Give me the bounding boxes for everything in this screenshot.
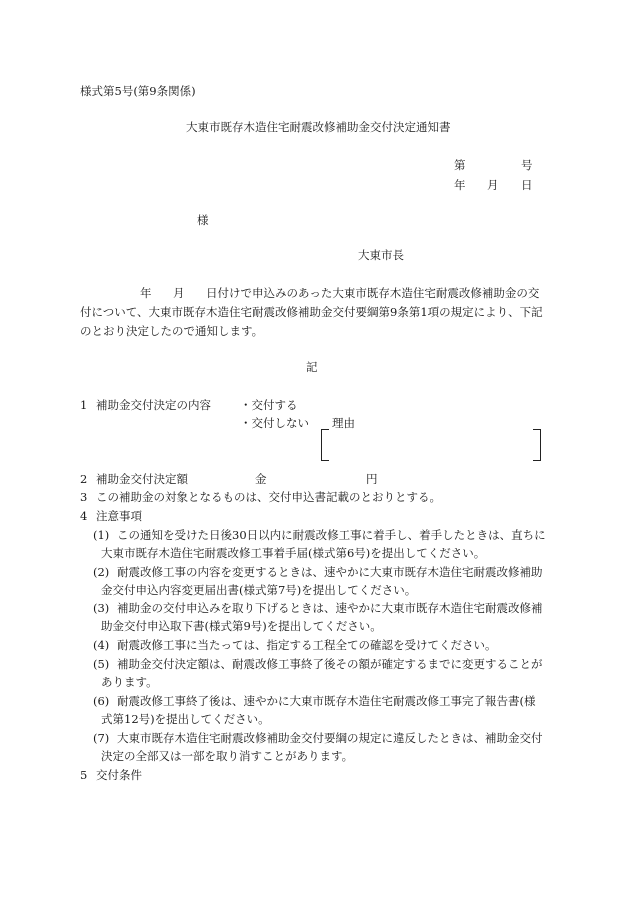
- item1-option-grant: ・交付する: [240, 398, 298, 412]
- form-number: 様式第5号(第9条関係): [80, 84, 196, 98]
- issuer: 大東市長: [358, 248, 404, 262]
- note-line: 助金交付申込取下書(様式第9号)を提出してください。: [101, 619, 382, 633]
- note-number: (5): [93, 657, 110, 671]
- item5-number: 5: [80, 768, 88, 782]
- doc-number-dai: 第: [454, 158, 466, 172]
- document-title: 大東市既存木造住宅耐震改修補助金交付決定通知書: [186, 120, 451, 134]
- note-line: この通知を受けた日後30日以内に耐震改修工事に着手し、着手したときは、直ちに: [117, 528, 546, 542]
- item2-number: 2: [80, 472, 88, 486]
- note-number: (2): [93, 565, 110, 579]
- doc-date-day: 日: [521, 178, 533, 192]
- body-month: 月: [173, 286, 185, 300]
- note-line: 金交付申込内容変更届出書(様式第7号)を提出してください。: [101, 583, 417, 597]
- note-line: 大東市既存木造住宅耐震改修補助金交付要綱の規定に違反したときは、補助金交付: [117, 731, 543, 745]
- note-number: (6): [93, 694, 110, 708]
- note-line: 大東市既存木造住宅耐震改修工事着手届(様式第6号)を提出してください。: [101, 546, 486, 560]
- doc-number-go: 号: [521, 158, 533, 172]
- item1-number: 1: [80, 398, 88, 412]
- item1-label: 補助金交付決定の内容: [96, 398, 211, 412]
- reason-bracket-right: [533, 429, 541, 461]
- note-line: 補助金の交付申込みを取り下げるときは、速やかに大東市既存木造住宅耐震改修補: [117, 601, 543, 615]
- recipient-suffix: 様: [197, 213, 209, 227]
- doc-date-month: 月: [487, 178, 499, 192]
- body-line3: のとおり決定したので通知します。: [80, 324, 264, 338]
- item4-number: 4: [80, 509, 88, 523]
- reason-bracket-left: [321, 429, 329, 461]
- item2-yen: 円: [366, 472, 378, 486]
- item4-label: 注意事項: [96, 509, 142, 523]
- item5-label: 交付条件: [96, 768, 142, 782]
- item2-label: 補助金交付決定額: [96, 472, 188, 486]
- note-line: 決定の全部又は一部を取り消すことがあります。: [101, 749, 354, 763]
- note-number: (7): [93, 731, 110, 745]
- item2-kin: 金: [255, 472, 267, 486]
- doc-date-year: 年: [454, 178, 466, 192]
- note-line: 耐震改修工事終了後は、速やかに大東市既存木造住宅耐震改修工事完了報告書(様: [117, 694, 536, 708]
- item3-number: 3: [80, 490, 88, 504]
- body-line2: 付について、大東市既存木造住宅耐震改修補助金交付要綱第9条第1項の規定により、下記: [80, 305, 543, 319]
- note-line: 耐震改修工事に当たっては、指定する工程全ての確認を受けてください。: [117, 638, 497, 652]
- ki-heading: 記: [306, 360, 318, 374]
- item3-text: この補助金の対象となるものは、交付申込書記載のとおりとする。: [96, 490, 441, 504]
- note-line: 耐震改修工事の内容を変更するときは、速やかに大東市既存木造住宅耐震改修補助: [117, 565, 543, 579]
- body-line1: 日付けで申込みのあった大東市既存木造住宅耐震改修補助金の交: [206, 286, 540, 300]
- note-number: (3): [93, 601, 110, 615]
- note-number: (4): [93, 638, 110, 652]
- body-year: 年: [140, 286, 152, 300]
- note-line: 補助金交付決定額は、耐震改修工事終了後その額が確定するまでに変更することが: [117, 657, 543, 671]
- note-line: あります。: [101, 675, 158, 689]
- note-number: (1): [93, 528, 110, 542]
- item1-option-deny: ・交付しない: [240, 416, 309, 430]
- item1-reason-label: 理由: [332, 416, 355, 430]
- note-line: 式第12号)を提出してください。: [101, 712, 270, 726]
